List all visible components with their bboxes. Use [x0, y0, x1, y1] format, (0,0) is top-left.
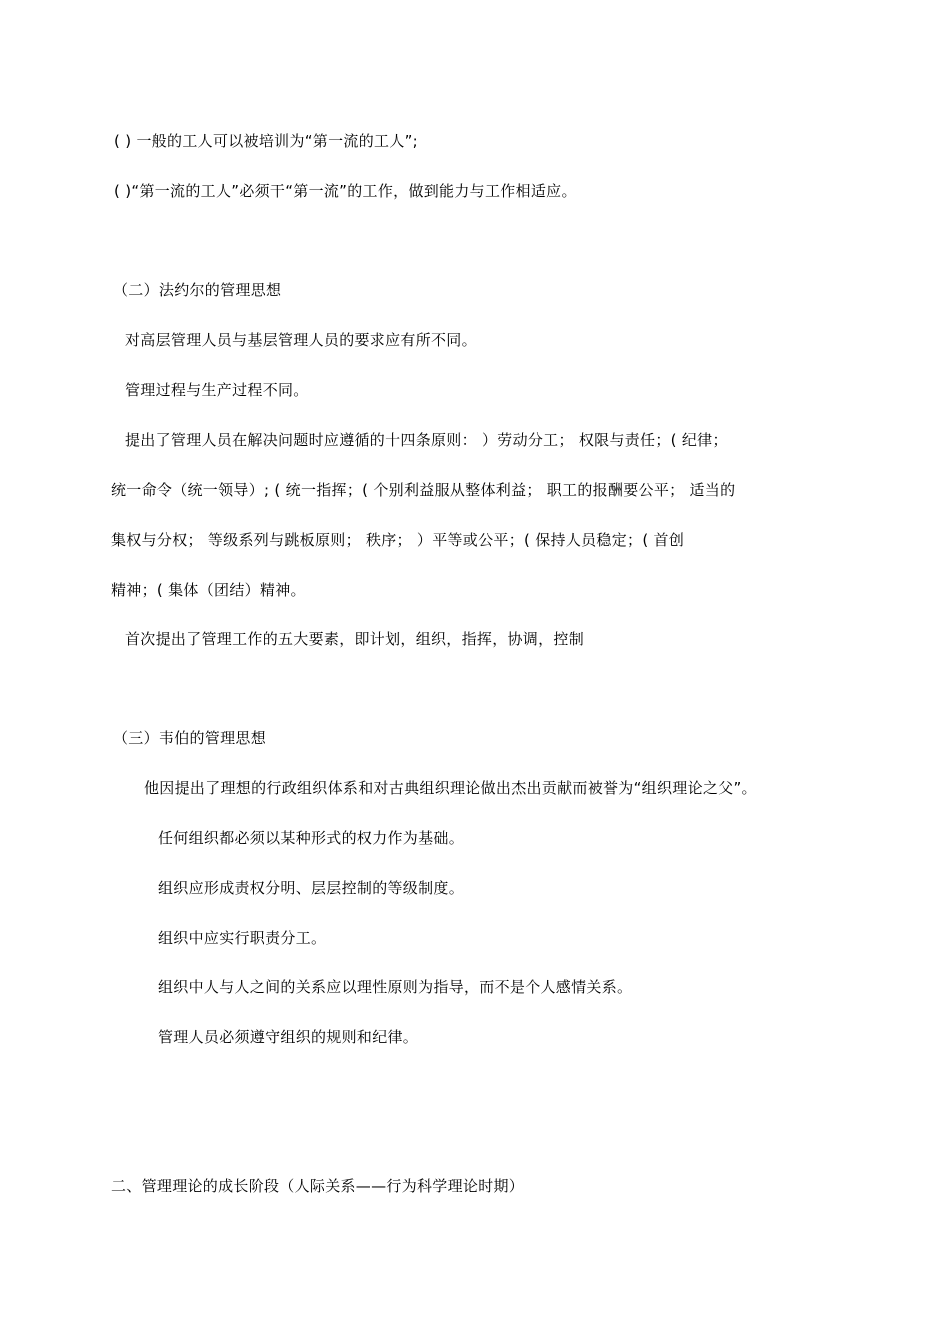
- weber-point: 组织中应实行职责分工。: [158, 929, 327, 947]
- fayol-point-3-line-3: 集权与分权； 等级系列与跳板原则； 秩序； ）平等或公平；( 保持人员稳定；( 首创: [111, 531, 685, 549]
- weber-point: 组织中人与人之间的关系应以理性原则为指导，而不是个人感情关系。: [158, 978, 633, 996]
- weber-point: 管理人员必须遵守组织的规则和纪律。: [158, 1028, 419, 1046]
- fayol-point-3-line-1: 提出了管理人员在解决问题时应遵循的十四条原则： ）劳动分工； 权限与责任；( 纪律；: [125, 431, 728, 449]
- fayol-point-3-line-2: 统一命令（统一领导）; ( 统一指挥；( 个别利益服从整体利益； 职工的报酬要公平； 适当的: [111, 481, 736, 499]
- fayol-point-4: 首次提出了管理工作的五大要素，即计划，组织，指挥，协调，控制: [125, 630, 585, 648]
- weber-heading: （三）韦伯的管理思想: [113, 729, 267, 747]
- fayol-point-2: 管理过程与生产过程不同。: [125, 381, 309, 399]
- weber-point: 组织应形成责权分明、层层控制的等级制度。: [158, 879, 465, 897]
- taylor-item-c: ( ) 一般的工人可以被培训为“第一流的工人”;: [114, 132, 419, 150]
- fayol-point-1: 对高层管理人员与基层管理人员的要求应有所不同。: [125, 331, 477, 349]
- weber-intro: 他因提出了理想的行政组织体系和对古典组织理论做出杰出贡献而被誉为“组织理论之父”。: [144, 779, 757, 797]
- section-two-heading: 二、管理理论的成长阶段（人际关系——行为科学理论时期）: [111, 1177, 525, 1195]
- fayol-point-3-line-4: 精神；( 集体（团结）精神。: [111, 581, 306, 599]
- weber-point: 任何组织都必须以某种形式的权力作为基础。: [158, 829, 465, 847]
- fayol-heading: （二）法约尔的管理思想: [113, 281, 282, 299]
- taylor-item-d: ( )“第一流的工人”必须干“第一流”的工作，做到能力与工作相适应。: [114, 182, 577, 200]
